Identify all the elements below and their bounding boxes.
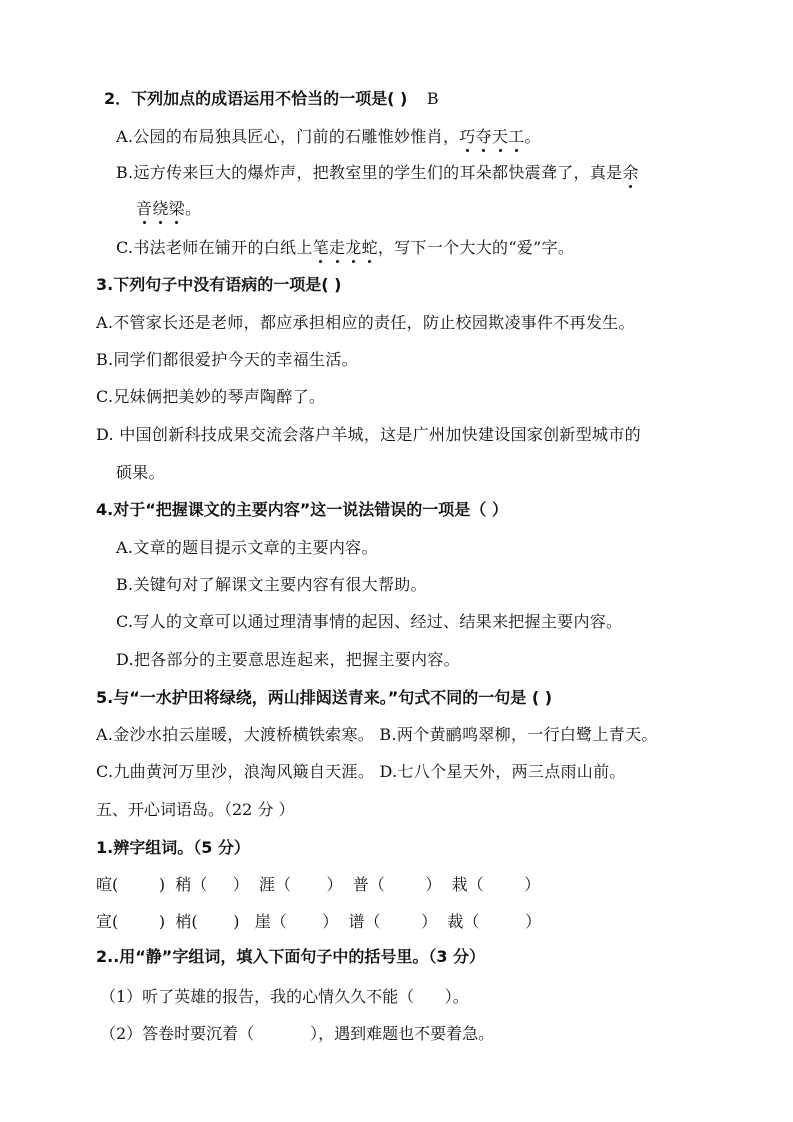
sec5-q1-row2: 宣( ) 梢( ) 崖（ ） 谱（ ） 裁（ ）	[96, 912, 542, 931]
sec5-q1-row1: 喧( ) 稍（ ） 涯（ ） 普（ ） 栽（ ）	[96, 875, 541, 894]
q2-a-end: 。	[524, 127, 541, 146]
q4-option-b: B.关键句对了解课文主要内容有很大帮助。	[116, 575, 427, 594]
dotted-char: 音	[136, 199, 153, 218]
dotted-char: 笔	[312, 238, 329, 257]
q4-option-a: A.文章的题目提示文章的主要内容。	[116, 538, 378, 557]
q2-stem	[104, 89, 439, 109]
sec5-q1-stem: 1.辨字组词。（5 分）	[96, 838, 250, 857]
sec5-q2-sentence2: （2）答卷时要沉着（ ），遇到难题也不要着急。	[100, 1024, 495, 1043]
q3-option-c: C.兄妹俩把美妙的琴声陶醉了。	[96, 387, 326, 406]
q4-option-d: D.把各部分的主要意思连起来，把握主要内容。	[116, 650, 460, 669]
q5-stem: 5.与“一水护田将绿绕，两山排闼送青来。”句式不同的一句是 ( )	[96, 688, 553, 707]
q3-option-a: A.不管家长还是老师，都应承担相应的责任，防止校园欺凌事件不再发生。	[96, 313, 635, 332]
q4-stem: 4.对于“把握课文的主要内容”这一说法错误的一项是（ ）	[96, 500, 508, 519]
q5-options-ab: A.金沙水拍云崖暖，大渡桥横铁索寒。 B.两个黄鹂鸣翠柳，一行白鹭上青天。	[96, 725, 658, 744]
q2-answer: B	[426, 89, 439, 108]
q3-stem: 3.下列句子中没有语病的一项是( )	[96, 275, 342, 294]
q2-option-b-line1	[116, 163, 639, 183]
q2-c-end: ，写下一个大大的“爱”字。	[377, 238, 575, 257]
q5-options-cd: C.九曲黄河万里沙，浪淘风簸自天涯。 D.七八个星天外，两三点雨山前。	[96, 762, 626, 781]
q2-option-c	[116, 238, 574, 258]
q3-option-d-line2: 硕果。	[116, 463, 165, 482]
q2-option-a	[116, 127, 541, 147]
q2-b-end: 。	[184, 199, 202, 218]
dotted-char: 走	[328, 238, 346, 257]
q2-b-text: B.远方传来巨大的爆炸声，把教室里的学生们的耳朵都快震聋了，真是	[116, 163, 623, 182]
q2-c-text: C.书法老师在铺开的白纸上	[116, 238, 313, 257]
q2-a-text: A.公园的布局独具匠心，门前的石雕惟妙惟肖，	[116, 127, 460, 146]
q2-stem-text: 2．下列加点的成语运用不恰当的一项是( )	[104, 89, 408, 108]
dotted-char: 余	[622, 163, 639, 182]
sec5-q2-stem: 2..用“静”字组词，填入下面句子中的括号里。（3 分）	[96, 947, 486, 966]
dotted-char: 蛇	[361, 238, 378, 257]
section5-title: 五、开心词语岛。（22 分 ）	[96, 800, 295, 819]
q2-a-idiom	[459, 127, 524, 146]
dotted-char: 绕	[152, 199, 169, 218]
dotted-char: 梁	[168, 199, 185, 218]
dotted-char: 龙	[345, 238, 362, 257]
dotted-char: 巧	[459, 127, 476, 146]
q4-option-c: C.写人的文章可以通过理清事情的起因、经过、结果来把握主要内容。	[116, 612, 623, 631]
dotted-char: 夺	[475, 127, 492, 146]
sec5-q2-sentence1: （1）听了英雄的报告，我的心情久久不能（ ）。	[100, 987, 469, 1006]
q3-option-d-line1: D. 中国创新科技成果交流会落户羊城，这是广州加快建设国家创新型城市的	[96, 425, 641, 444]
q3-option-b: B.同学们都很爱护今天的幸福生活。	[96, 350, 358, 369]
dotted-char: 天	[491, 127, 509, 146]
q2-option-b-line2	[136, 199, 201, 219]
dotted-char: 工	[508, 127, 525, 146]
